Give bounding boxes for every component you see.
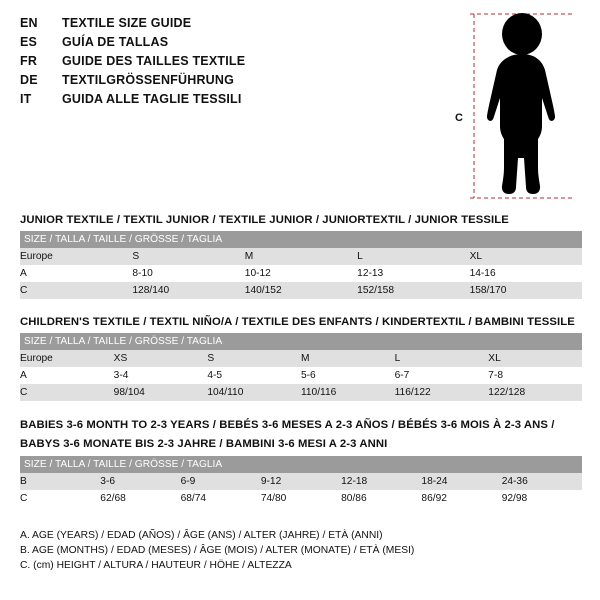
child-silhouette-figure bbox=[452, 8, 588, 204]
cell-value: 74/80 bbox=[260, 493, 287, 504]
cell-value: S bbox=[132, 248, 244, 265]
cell-value: 80/86 bbox=[341, 493, 367, 504]
cell-value: 8-10 bbox=[132, 268, 153, 279]
table-row bbox=[20, 490, 582, 507]
cell-value: 62/68 bbox=[100, 493, 126, 504]
table-row bbox=[20, 473, 582, 490]
legend-line-a: A. AGE (YEARS) / EDAD (AÑOS) / ÂGE (ANS) / ALTER (JAHRE) / ETÀ (ANNI) bbox=[20, 530, 383, 541]
cell-value: 122/128 bbox=[488, 384, 582, 401]
row-label: B bbox=[20, 473, 100, 490]
cell-value: 24-36 bbox=[502, 473, 582, 490]
language-code: ES bbox=[20, 35, 38, 49]
language-code: EN bbox=[20, 16, 38, 30]
section-title-children: CHILDREN'S TEXTILE / TEXTIL NIÑO/A / TEXTILE DES ENFANTS / KINDERTEXTIL / BAMBINI TESSILE bbox=[20, 316, 575, 328]
toddler-silhouette bbox=[487, 13, 555, 194]
cell-value: 12-13 bbox=[357, 268, 384, 279]
babies-size-table bbox=[20, 456, 582, 507]
table-row bbox=[20, 384, 582, 401]
language-code: DE bbox=[20, 73, 38, 87]
table-row bbox=[20, 350, 582, 367]
legend-line-b: B. AGE (MONTHS) / EDAD (MESES) / ÂGE (MOIS) / ALTER (MONATE) / ETÀ (MESI) bbox=[20, 545, 415, 556]
language-code: FR bbox=[20, 54, 38, 68]
cell-value: M bbox=[245, 248, 357, 265]
table-row bbox=[20, 282, 582, 299]
row-label: C bbox=[20, 282, 132, 299]
section-title-babies-line2: BABYS 3-6 MONATE BIS 2-3 JAHRE / BAMBINI 3-6 MESI A 2-3 ANNI bbox=[20, 438, 388, 450]
cell-value: 140/152 bbox=[245, 282, 357, 299]
row-label: A bbox=[20, 370, 27, 381]
cell-value: 116/122 bbox=[395, 384, 489, 401]
language-title: GUIDA ALLE TAGLIE TESSILI bbox=[62, 92, 242, 106]
language-title: GUÍA DE TALLAS bbox=[62, 35, 169, 49]
table-header-row bbox=[20, 333, 582, 350]
size-header-label: SIZE / TALLA / TAILLE / GRÖSSE / TAGLIA bbox=[20, 456, 582, 473]
row-label: C bbox=[20, 493, 28, 504]
language-row bbox=[20, 90, 440, 109]
cell-value: 10-12 bbox=[244, 268, 271, 279]
cell-value: XL bbox=[488, 350, 582, 367]
language-title: TEXTILE SIZE GUIDE bbox=[62, 16, 192, 30]
section-junior bbox=[20, 214, 582, 299]
height-measure-label: C bbox=[455, 112, 463, 124]
cell-value: 110/116 bbox=[301, 384, 395, 401]
language-title-list bbox=[20, 14, 440, 109]
cell-value: 104/110 bbox=[207, 384, 301, 401]
size-header-label: SIZE / TALLA / TAILLE / GRÖSSE / TAGLIA bbox=[20, 333, 582, 350]
cell-value: 14-16 bbox=[469, 268, 496, 279]
row-label: C bbox=[20, 384, 114, 401]
row-label: Europe bbox=[20, 350, 114, 367]
cell-value: 6-7 bbox=[394, 370, 410, 381]
table-header-row bbox=[20, 231, 582, 248]
cell-value: S bbox=[207, 350, 301, 367]
cell-value: 5-6 bbox=[300, 370, 316, 381]
junior-size-table bbox=[20, 231, 582, 299]
cell-value: 7-8 bbox=[488, 370, 504, 381]
cell-value: 6-9 bbox=[181, 473, 261, 490]
table-row bbox=[20, 367, 582, 384]
cell-value: 68/74 bbox=[180, 493, 207, 504]
legend bbox=[20, 528, 582, 573]
cell-value: 158/170 bbox=[470, 282, 582, 299]
table-row bbox=[20, 265, 582, 282]
row-label: Europe bbox=[20, 248, 132, 265]
language-title: GUIDE DES TAILLES TEXTILE bbox=[62, 54, 246, 68]
children-size-table bbox=[20, 333, 582, 401]
section-title-babies-line1: BABIES 3-6 MONTH TO 2-3 YEARS / BEBÉS 3-6 MESES A 2-3 AÑOS / BÉBÉS 3-6 MOIS À 2-3 ANS / bbox=[20, 419, 555, 431]
language-row bbox=[20, 71, 440, 90]
section-babies bbox=[20, 418, 582, 507]
size-header-label: SIZE / TALLA / TAILLE / GRÖSSE / TAGLIA bbox=[20, 231, 582, 248]
section-children bbox=[20, 316, 582, 401]
cell-value: 4-5 bbox=[207, 370, 223, 381]
table-header-row bbox=[20, 456, 582, 473]
cell-value: M bbox=[301, 350, 395, 367]
cell-value: 12-18 bbox=[341, 473, 421, 490]
cell-value: 18-24 bbox=[421, 473, 501, 490]
language-row bbox=[20, 33, 440, 52]
cell-value: L bbox=[357, 248, 469, 265]
cell-value: 128/140 bbox=[132, 282, 244, 299]
cell-value: 98/104 bbox=[114, 384, 208, 401]
cell-value: 86/92 bbox=[421, 493, 447, 504]
cell-value: 92/98 bbox=[501, 493, 528, 504]
legend-line-c: C. (cm) HEIGHT / ALTURA / HAUTEUR / HÖHE / ALTEZZA bbox=[20, 560, 292, 571]
row-label: A bbox=[20, 268, 27, 279]
cell-value: L bbox=[395, 350, 489, 367]
cell-value: 3-4 bbox=[113, 370, 129, 381]
language-row bbox=[20, 52, 440, 71]
language-code: IT bbox=[20, 92, 32, 106]
cell-value: XL bbox=[470, 248, 582, 265]
language-title: TEXTILGRÖSSENFÜHRUNG bbox=[62, 73, 235, 87]
language-row bbox=[20, 14, 440, 33]
cell-value: 9-12 bbox=[261, 473, 341, 490]
child-figure-svg bbox=[452, 8, 588, 204]
cell-value: 152/158 bbox=[357, 282, 469, 299]
section-title-junior: JUNIOR TEXTILE / TEXTIL JUNIOR / TEXTILE JUNIOR / JUNIORTEXTIL / JUNIOR TESSILE bbox=[20, 214, 509, 226]
table-row bbox=[20, 248, 582, 265]
cell-value: 3-6 bbox=[100, 473, 180, 490]
cell-value: XS bbox=[114, 350, 208, 367]
